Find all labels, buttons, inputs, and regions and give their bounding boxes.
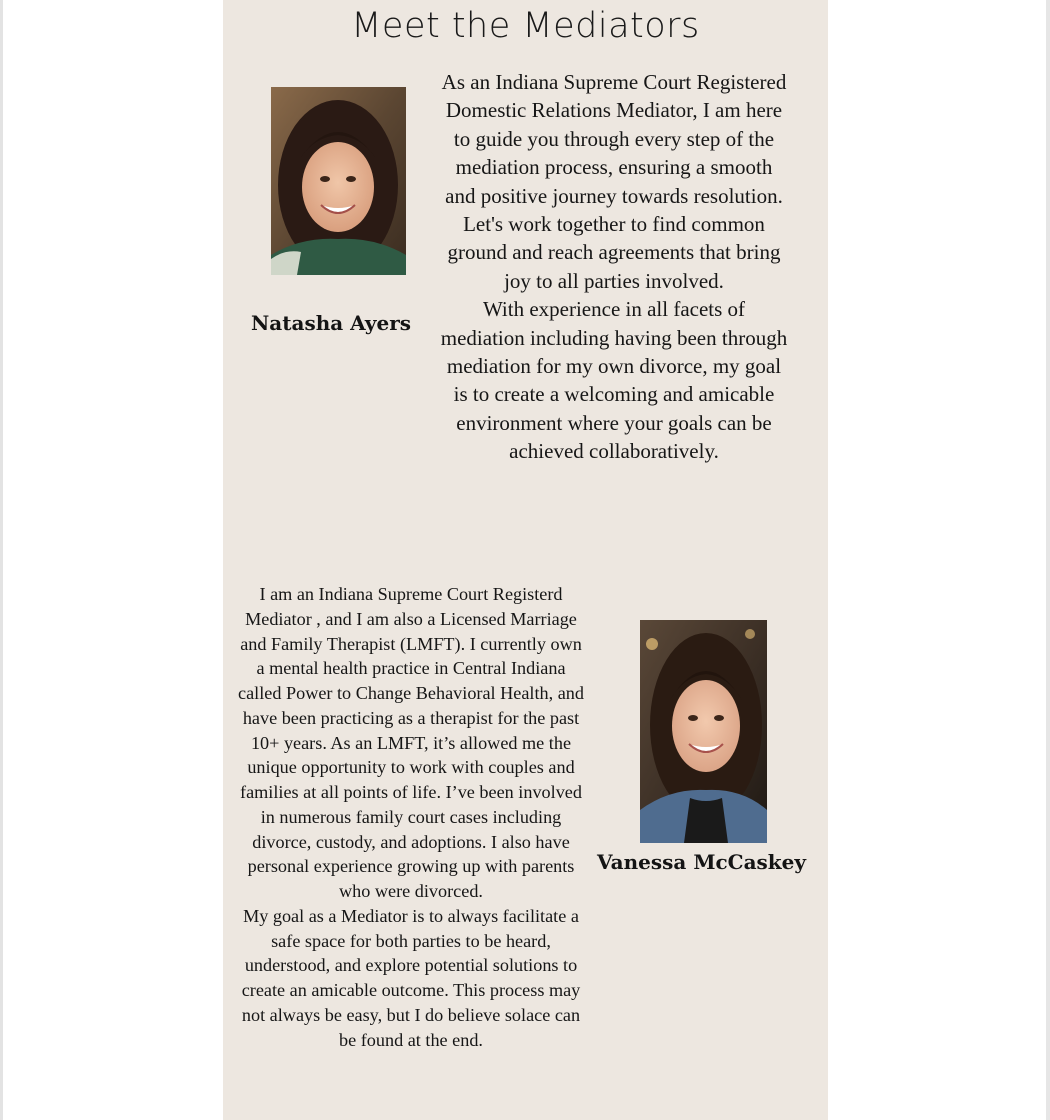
page-title: Meet the Mediators bbox=[351, 6, 700, 46]
vanessa-mccaskey-photo bbox=[640, 620, 767, 843]
mediator-bio bbox=[238, 582, 584, 1052]
mediator-name: Natasha Ayers bbox=[251, 311, 412, 335]
mediator-bio bbox=[439, 68, 789, 466]
bio-paragraph: As an Indiana Supreme Court Registered Domestic Relations Mediator, I am here to guide you through every step of the mediation process, ensuring a smooth and positive journey towards resolution. Let's work together to find common ground and reach agreements that bring joy to all parties involved. bbox=[441, 70, 787, 293]
bio-paragraph: I am an Indiana Supreme Court Registerd Mediator , and I am also a Licensed Marriage and Family Therapist (LMFT). I currently own a mental health practice in Central Indiana called Power to Change Behavioral Health, and have been practicing as a therapist for the past 10+ years. As an LMFT, it’s allowed me the unique opportunity to work with couples and families at all points of life. I’ve been involved in numerous family court cases including divorce, custody, and adoptions. I also have personal experience growing up with parents who were divorced. bbox=[238, 584, 584, 901]
bio-paragraph: With experience in all facets of mediation including having been through mediation for my own divorce, my goal is to create a welcoming and amicable environment where your goals can be achieved collaboratively. bbox=[440, 297, 788, 464]
page-edge-left bbox=[0, 0, 3, 1120]
page-edge-right bbox=[1046, 0, 1050, 1120]
mediator-name: Vanessa McCaskey bbox=[597, 850, 807, 874]
mediators-panel bbox=[223, 0, 828, 1120]
bio-paragraph: My goal as a Mediator is to always facilitate a safe space for both parties to be heard, understood, and explore potential solutions to create an amicable outcome. This process may not always be easy, but I do believe solace can be found at the end. bbox=[241, 905, 581, 1050]
natasha-ayers-photo bbox=[271, 87, 406, 275]
